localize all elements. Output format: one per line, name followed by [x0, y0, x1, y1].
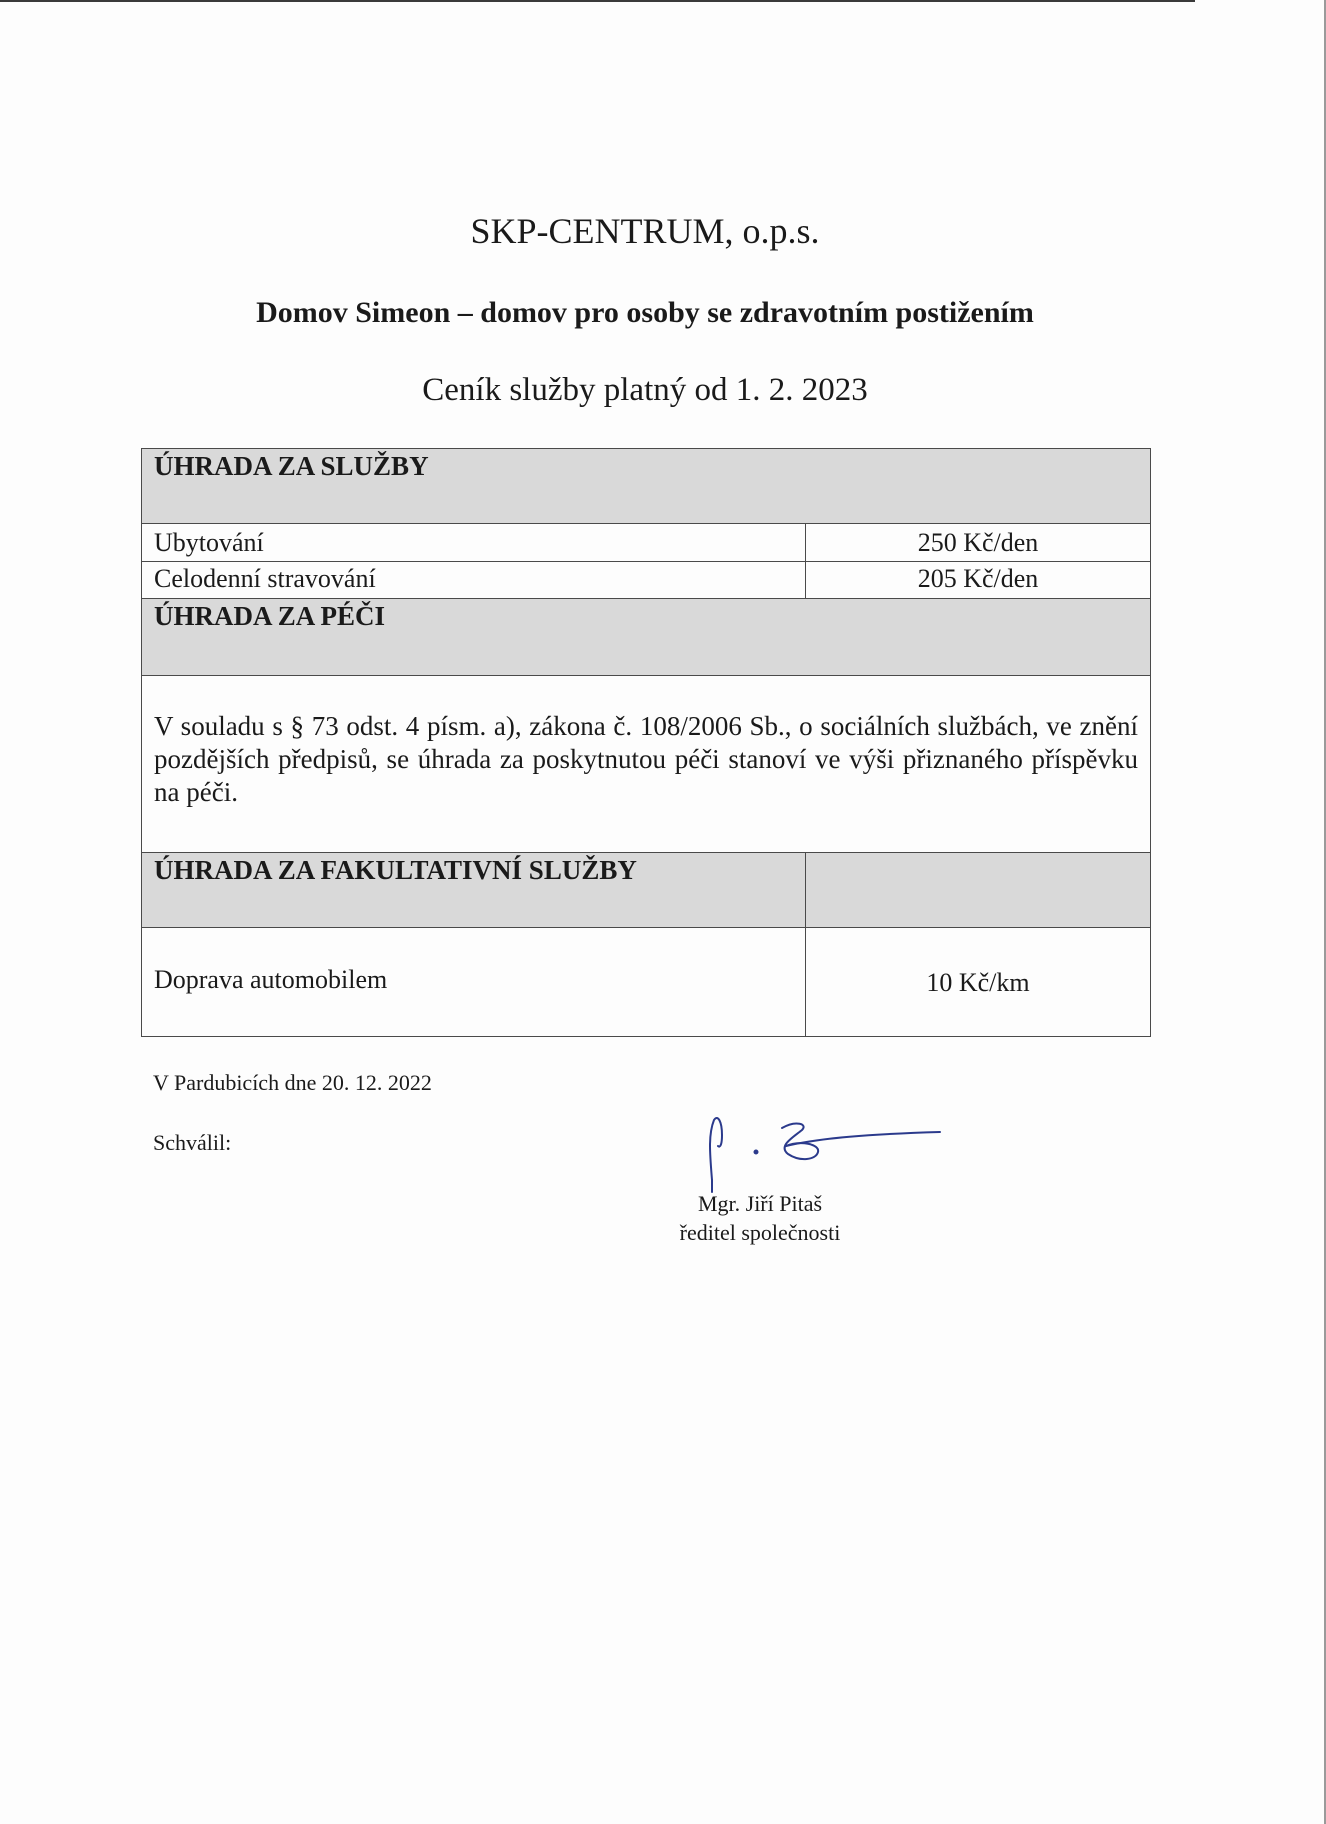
- care-heading: ÚHRADA ZA PÉČI: [154, 601, 386, 631]
- pricelist-title: Ceník služby platný od 1. 2. 2023: [422, 372, 868, 408]
- service-row-label-cell: [141, 523, 806, 562]
- approved-label: Schválil:: [153, 1130, 232, 1155]
- place-and-date: V Pardubicích dne 20. 12. 2022: [153, 1070, 432, 1095]
- signer-role: ředitel společnosti: [679, 1220, 841, 1245]
- service-row-label: Ubytování: [154, 528, 264, 557]
- page-edge-top: [0, 0, 1195, 2]
- services-heading: ÚHRADA ZA SLUŽBY: [154, 451, 429, 481]
- service-row-price: 250 Kč/den: [917, 528, 1039, 557]
- optional-row-label: Doprava automobilem: [154, 965, 388, 994]
- signer-name: Mgr. Jiří Pitaš: [697, 1191, 823, 1216]
- facility-name: Domov Simeon – domov pro osoby se zdravotním postižením: [256, 296, 1034, 329]
- optional-row-price-cell: [805, 927, 1151, 1037]
- optional-heading: ÚHRADA ZA FAKULTATIVNÍ SLUŽBY: [154, 855, 637, 885]
- service-row-price: 205 Kč/den: [917, 564, 1039, 593]
- services-header-cell: [141, 448, 1151, 524]
- handwritten-signature: [700, 1110, 950, 1200]
- optional-header-empty-cell: [805, 852, 1151, 928]
- care-text: V souladu s § 73 odst. 4 písm. a), zákona č. 108/2006 Sb., o sociálních službách, ve znění pozdějších předpisů, se úhrada za poskytnutou péči stanoví ve výši přiznaného příspěvku na péči.: [154, 711, 1138, 807]
- organization-name: SKP-CENTRUM, o.p.s.: [470, 211, 820, 251]
- optional-row-price: 10 Kč/km: [926, 968, 1030, 997]
- service-row-label: Celodenní stravování: [154, 564, 376, 593]
- service-row-price-cell: [805, 561, 1151, 599]
- optional-row-label-cell: [141, 927, 806, 1037]
- optional-header-cell: [141, 852, 806, 928]
- service-row-price-cell: [805, 523, 1151, 562]
- service-row-label-cell: [141, 561, 806, 599]
- care-header-cell: [141, 598, 1151, 676]
